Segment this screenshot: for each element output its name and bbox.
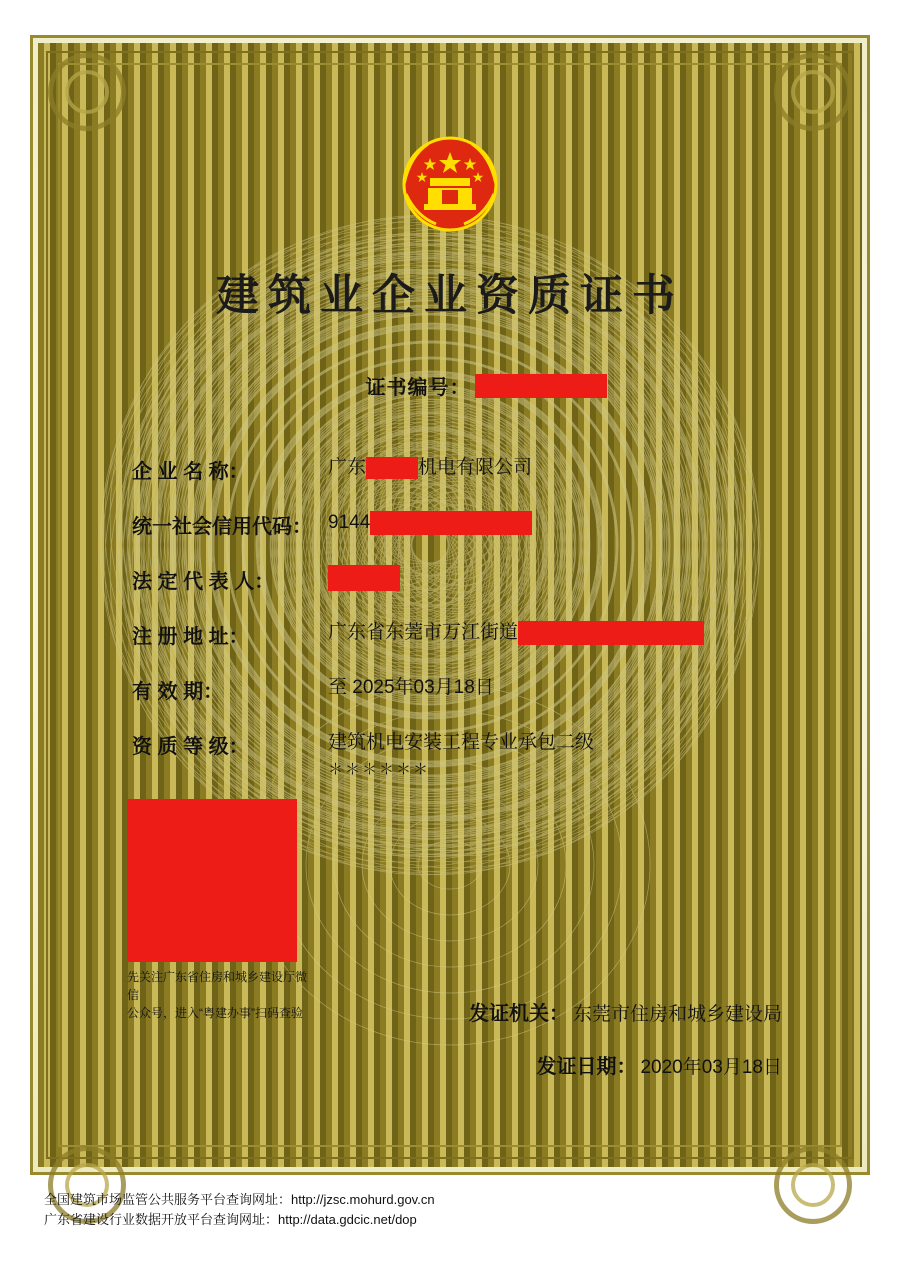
field-value-qualification-grade [328, 730, 594, 779]
field-value-enterprise-name [328, 455, 532, 481]
field-label-valid-period: 有 效 期： [132, 681, 224, 703]
field-label-qualification-grade: 资 质 等 级： [132, 736, 249, 758]
corner-ornament-top-right [774, 53, 852, 131]
qualification-grade-extra: ＊＊＊＊＊＊ [328, 761, 431, 778]
legal-representative-redaction [328, 565, 400, 591]
issuing-authority-label: 发证机关： [468, 1003, 569, 1025]
qualification-grade-value: 建筑机电安装工程专业承包二级 [328, 732, 595, 753]
field-label-legal-representative: 法 定 代 表 人： [132, 571, 275, 593]
verification-qr-block [127, 799, 308, 1022]
registered-address-prefix: 广东省东莞市万江街道 [328, 622, 519, 643]
credit-code-redaction [370, 511, 532, 535]
certificate-number-row [0, 371, 900, 400]
field-label-enterprise-name: 企 业 名 称： [132, 461, 249, 483]
footer-line-guangdong-platform: 广东省建设行业数据开放平台查询网址：http://data.gdcic.net/dop [44, 1212, 417, 1227]
field-valid-period [132, 675, 772, 704]
qr-code-icon[interactable] [127, 799, 297, 962]
enterprise-name-redaction [366, 457, 418, 479]
certificate-fields [132, 455, 772, 805]
issuing-date-value: 2020年03月18日 [640, 1057, 782, 1078]
registered-address-redaction [518, 621, 704, 645]
issuer-block [469, 997, 782, 1103]
issuing-date-label: 发证日期： [536, 1056, 637, 1078]
certificate-title: 建筑业企业资质证书 [216, 271, 684, 321]
field-value-registered-address [328, 620, 704, 646]
field-qualification-grade [132, 730, 772, 779]
issuing-authority-row [469, 997, 782, 1026]
enterprise-name-prefix: 广东 [328, 457, 367, 478]
field-value-legal-representative [328, 565, 400, 591]
valid-period-value: 至 2025年03月18日 [328, 677, 494, 698]
credit-code-prefix: 9144 [328, 512, 371, 533]
qualification-grade-value-line [328, 730, 594, 756]
footer-line-national-platform: 全国建筑市场监管公共服务平台查询网址：http://jzsc.mohurd.gov.cn [44, 1192, 435, 1207]
field-credit-code [132, 510, 772, 539]
corner-ornament-top-left [48, 53, 126, 131]
field-registered-address [132, 620, 772, 649]
issuing-date-row [469, 1050, 782, 1079]
qr-caption [127, 968, 312, 1022]
footer-links [44, 1190, 844, 1230]
certificate-number-redaction [475, 374, 607, 398]
qr-caption-line1: 先关注广东省住房和城乡建设厅微信 [127, 970, 308, 1002]
field-legal-representative [132, 565, 772, 594]
field-value-credit-code [328, 510, 532, 536]
field-label-credit-code: 统一社会信用代码： [132, 516, 312, 538]
field-enterprise-name [132, 455, 772, 484]
national-emblem-icon [390, 132, 510, 240]
issuing-authority-value: 东莞市住房和城乡建设局 [572, 1004, 782, 1025]
field-label-registered-address: 注 册 地 址： [132, 626, 249, 648]
field-value-valid-period [328, 675, 494, 701]
certificate-number-label: 证书编号： [365, 377, 471, 399]
qr-caption-line2: 公众号，进入“粤建办事”扫码查验 [127, 1006, 303, 1020]
enterprise-name-suffix: 机电有限公司 [418, 457, 533, 478]
